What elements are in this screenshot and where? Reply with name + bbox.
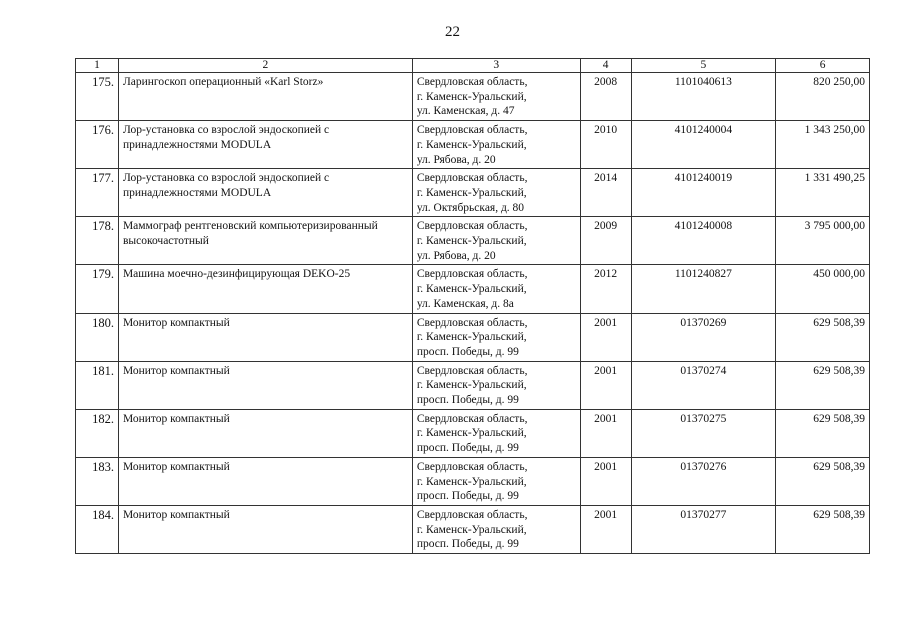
item-address-line: г. Каменск-Уральский, xyxy=(416,475,527,488)
item-year: 2001 xyxy=(580,409,631,457)
item-year: 2012 xyxy=(580,265,631,313)
item-address-line: Свердловская область, xyxy=(416,412,528,425)
header-row xyxy=(76,59,870,73)
item-year: 2014 xyxy=(580,169,631,217)
item-name-line: принадлежностями MODULA xyxy=(122,138,272,151)
row-number: 180. xyxy=(76,313,119,361)
item-address xyxy=(412,169,580,217)
item-address xyxy=(412,217,580,265)
item-name-line: Ларингоскоп операционный «Karl Storz» xyxy=(122,76,324,88)
item-address-line: Свердловская область, xyxy=(416,364,528,377)
column-header: 6 xyxy=(776,59,870,73)
item-name xyxy=(118,457,412,505)
item-address-line: Свердловская область, xyxy=(416,268,528,281)
item-address-line: ул. Каменская, д. 8а xyxy=(416,297,514,310)
table-row xyxy=(76,265,870,313)
inventory-number: 01370275 xyxy=(631,409,776,457)
item-address-line: г. Каменск-Уральский, xyxy=(416,427,527,440)
row-number: 179. xyxy=(76,265,119,313)
table-row xyxy=(76,313,870,361)
item-address-line: просп. Победы, д. 99 xyxy=(416,345,519,358)
item-address-line: просп. Победы, д. 99 xyxy=(416,490,519,503)
item-address-line: г. Каменск-Уральский, xyxy=(416,90,527,103)
item-year: 2010 xyxy=(580,121,631,169)
item-name-line: Лор-установка со взрослой эндоскопией с xyxy=(122,172,330,185)
table-row xyxy=(76,217,870,265)
item-value: 3 795 000,00 xyxy=(776,217,870,265)
item-address-line: г. Каменск-Уральский, xyxy=(416,523,527,536)
item-year: 2001 xyxy=(580,361,631,409)
item-name xyxy=(118,169,412,217)
item-name xyxy=(118,409,412,457)
table-row xyxy=(76,169,870,217)
item-address xyxy=(412,265,580,313)
item-year: 2001 xyxy=(580,313,631,361)
item-address-line: Свердловская область, xyxy=(416,76,528,88)
item-address xyxy=(412,457,580,505)
item-year: 2009 xyxy=(580,217,631,265)
inventory-number: 01370276 xyxy=(631,457,776,505)
item-address-line: ул. Октябрьская, д. 80 xyxy=(416,201,525,214)
item-address xyxy=(412,361,580,409)
item-address-line: Свердловская область, xyxy=(416,508,528,521)
item-value: 450 000,00 xyxy=(776,265,870,313)
table-row xyxy=(76,361,870,409)
item-value: 629 508,39 xyxy=(776,409,870,457)
table-body xyxy=(76,73,870,554)
item-address-line: г. Каменск-Уральский, xyxy=(416,235,527,248)
row-number: 175. xyxy=(76,73,119,121)
item-name xyxy=(118,313,412,361)
item-name xyxy=(118,217,412,265)
table-row xyxy=(76,505,870,553)
item-value: 629 508,39 xyxy=(776,457,870,505)
item-address-line: г. Каменск-Уральский, xyxy=(416,379,527,392)
item-value: 1 331 490,25 xyxy=(776,169,870,217)
item-address-line: ул. Рябова, д. 20 xyxy=(416,153,496,166)
inventory-number: 01370277 xyxy=(631,505,776,553)
item-name-line: Монитор компактный xyxy=(122,316,230,329)
item-address-line: г. Каменск-Уральский, xyxy=(416,283,527,296)
item-year: 2001 xyxy=(580,457,631,505)
table-row xyxy=(76,409,870,457)
item-address-line: ул. Рябова, д. 20 xyxy=(416,249,496,262)
item-address xyxy=(412,409,580,457)
item-value: 820 250,00 xyxy=(776,73,870,121)
column-header: 4 xyxy=(580,59,631,73)
table-row xyxy=(76,457,870,505)
item-value: 1 343 250,00 xyxy=(776,121,870,169)
item-value: 629 508,39 xyxy=(776,361,870,409)
inventory-number: 01370269 xyxy=(631,313,776,361)
row-number: 176. xyxy=(76,121,119,169)
inventory-number: 1101240827 xyxy=(631,265,776,313)
inventory-number: 4101240004 xyxy=(631,121,776,169)
item-address xyxy=(412,73,580,121)
inventory-number: 4101240019 xyxy=(631,169,776,217)
item-address-line: Свердловская область, xyxy=(416,172,528,185)
inventory-number: 01370274 xyxy=(631,361,776,409)
row-number: 184. xyxy=(76,505,119,553)
item-value: 629 508,39 xyxy=(776,505,870,553)
row-number: 181. xyxy=(76,361,119,409)
column-header: 1 xyxy=(76,59,119,73)
inventory-number: 4101240008 xyxy=(631,217,776,265)
item-address-line: просп. Победы, д. 99 xyxy=(416,394,519,407)
column-header: 5 xyxy=(631,59,776,73)
item-year: 2008 xyxy=(580,73,631,121)
item-address-line: г. Каменск-Уральский, xyxy=(416,186,527,199)
item-name xyxy=(118,265,412,313)
property-table xyxy=(75,58,870,554)
page-number: 22 xyxy=(445,24,460,40)
column-header: 2 xyxy=(118,59,412,73)
item-address-line: Свердловская область, xyxy=(416,316,528,329)
item-address-line: Свердловская область, xyxy=(416,124,528,137)
item-name xyxy=(118,361,412,409)
item-address-line: г. Каменск-Уральский, xyxy=(416,331,527,344)
table-row xyxy=(76,121,870,169)
item-name-line: Монитор компактный xyxy=(122,364,230,377)
row-number: 178. xyxy=(76,217,119,265)
item-name-line: Машина моечно-дезинфицирующая DEKO-25 xyxy=(122,268,351,281)
item-address-line: просп. Победы, д. 99 xyxy=(416,442,519,455)
item-name xyxy=(118,73,412,121)
item-name-line: принадлежностями MODULA xyxy=(122,186,272,199)
item-name xyxy=(118,121,412,169)
item-name xyxy=(118,505,412,553)
item-name-line: Монитор компактный xyxy=(122,460,230,473)
item-address-line: Свердловская область, xyxy=(416,220,528,233)
item-address xyxy=(412,505,580,553)
item-name-line: высокочастотный xyxy=(122,235,209,248)
row-number: 182. xyxy=(76,409,119,457)
item-address xyxy=(412,121,580,169)
item-address-line: ул. Каменская, д. 47 xyxy=(416,105,515,118)
item-year: 2001 xyxy=(580,505,631,553)
row-number: 177. xyxy=(76,169,119,217)
inventory-number: 1101040613 xyxy=(631,73,776,121)
table-row xyxy=(76,73,870,121)
item-address-line: просп. Победы, д. 99 xyxy=(416,538,519,551)
row-number: 183. xyxy=(76,457,119,505)
item-address-line: г. Каменск-Уральский, xyxy=(416,138,527,151)
item-address xyxy=(412,313,580,361)
item-name-line: Маммограф рентгеновский компьютеризированный xyxy=(122,220,378,233)
item-name-line: Лор-установка со взрослой эндоскопией с xyxy=(122,124,330,137)
item-address-line: Свердловская область, xyxy=(416,460,528,473)
item-value: 629 508,39 xyxy=(776,313,870,361)
column-header: 3 xyxy=(412,59,580,73)
item-name-line: Монитор компактный xyxy=(122,412,230,425)
item-name-line: Монитор компактный xyxy=(122,508,230,521)
